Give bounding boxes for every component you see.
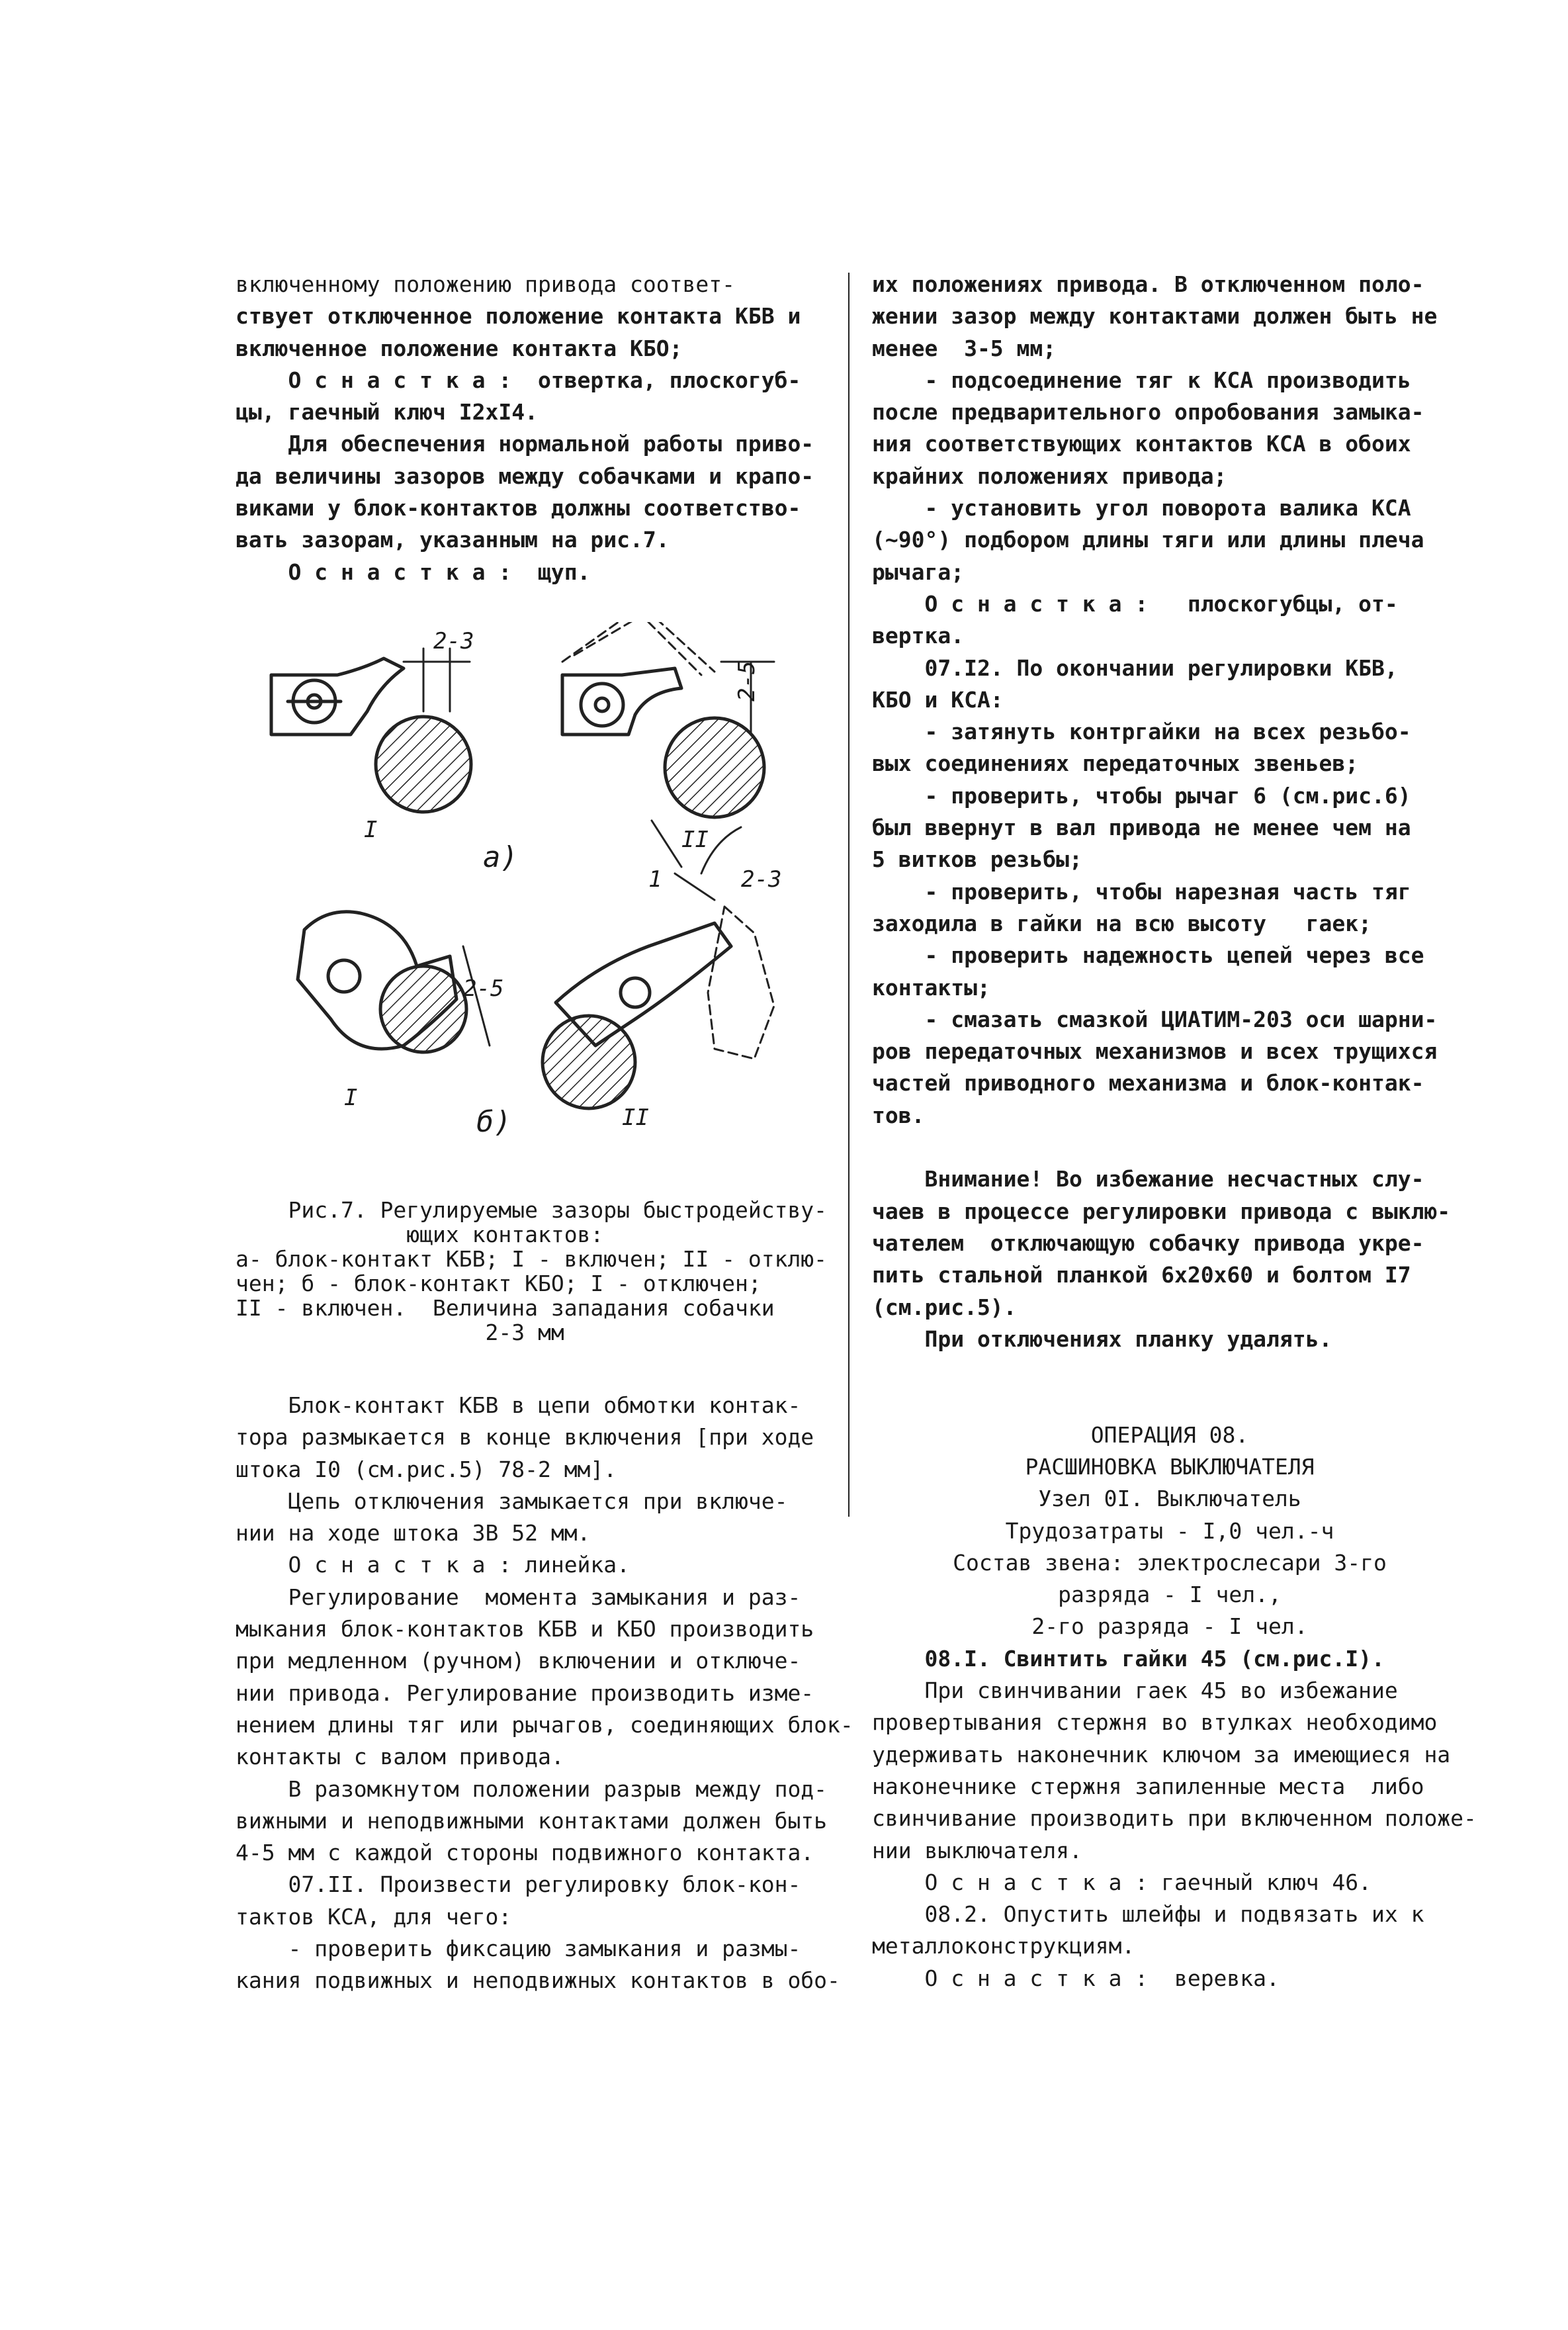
- text-line: О с н а с т к а : веревка.: [872, 1965, 1280, 1991]
- dimension-label: 2-3: [741, 866, 782, 893]
- text-line: При свинчивании гаек 45 во избежание: [872, 1678, 1398, 1704]
- text-line: вижными и неподвижными контактами должен быть: [236, 1807, 828, 1834]
- diagram-label: I: [344, 1085, 358, 1111]
- text-line: рычага;: [872, 559, 965, 585]
- text-line: удерживать наконечник ключом за имеющиеся на: [872, 1741, 1451, 1768]
- caption-line: а- блок-контакт КБВ; I - включен; II - отклю-: [236, 1246, 828, 1272]
- text-line: цы, гаечный ключ I2xI4.: [236, 399, 538, 426]
- diagram-a-I: [271, 649, 471, 812]
- text-line: 08.I. Свинтить гайки 45 (см.рис.I).: [872, 1645, 1385, 1672]
- text-line: контакты;: [872, 974, 990, 1001]
- column-divider: [848, 273, 849, 1517]
- diagram-label: a): [483, 840, 518, 874]
- text-line: контакты с валом привода.: [236, 1744, 564, 1770]
- text-line: свинчивание производить при включенном положе-: [872, 1805, 1477, 1832]
- text-line: При отключениях планку удалять.: [872, 1325, 1332, 1352]
- text-line: В разомкнутом положении разрыв между под-: [236, 1775, 828, 1802]
- text-line: после предварительного опробования замыка-: [872, 399, 1424, 426]
- text-line: (~90°) подбором длины тяги или длины плеча: [872, 527, 1424, 553]
- operation-crew: Состав звена: электрослесари 3-го: [953, 1549, 1387, 1576]
- diagram-b-II: [543, 821, 774, 1108]
- dimension-label: 1: [648, 866, 662, 893]
- text-line: частей приводного механизма и блок-контак-: [872, 1070, 1424, 1097]
- text-line: нением длины тяг или рычагов, соединяющих блок-: [236, 1711, 853, 1738]
- text-line: их положениях привода. В отключенном поло-: [872, 271, 1424, 297]
- text-line: был ввернут в вал привода не менее чем на: [872, 815, 1411, 841]
- figure-7-drawing: [251, 622, 827, 1171]
- diagram-label: II: [622, 1104, 649, 1131]
- text-line: включенному положению привода соответ-: [236, 271, 735, 297]
- text-line: крайних положениях привода;: [872, 463, 1227, 489]
- text-line: О с н а с т к а : щуп.: [236, 559, 591, 585]
- left-column-top: [236, 269, 814, 588]
- text-line: - смазать смазкой ЦИАТИМ-203 оси шарни-: [872, 1006, 1438, 1032]
- right-column: [872, 269, 1477, 1994]
- dimension-label: 2-5: [463, 975, 504, 1002]
- left-column-bottom: [236, 1390, 853, 1997]
- operation-crew: 2-го разряда - I чел.: [1031, 1613, 1308, 1640]
- text-line: ствует отключенное положение контакта КБВ и: [236, 303, 801, 330]
- text-line: - проверить, чтобы нарезная часть тяг: [872, 878, 1411, 905]
- text-line: Регулирование момента замыкания и раз-: [236, 1584, 801, 1610]
- dimension-label: 2-3: [433, 628, 474, 654]
- blank-line: [872, 1355, 1467, 1387]
- text-line: вых соединениях передаточных звеньев;: [872, 750, 1359, 777]
- text-line: 07.II. Произвести регулировку блок-кон-: [236, 1871, 801, 1898]
- dimension-label: 2-5: [734, 660, 760, 701]
- text-line: - проверить надежность цепей через все: [872, 942, 1424, 969]
- text-line: нии привода. Регулирование производить изме-: [236, 1680, 814, 1706]
- text-line: - затянуть контргайки на всех резьбо-: [872, 719, 1411, 745]
- text-line: Внимание! Во избежание несчастных слу-: [872, 1166, 1424, 1192]
- text-line: штока I0 (см.рис.5) 78-2 мм].: [236, 1456, 617, 1482]
- text-line: - проверить, чтобы рычаг 6 (см.рис.6): [872, 782, 1411, 809]
- figure-caption: [236, 1197, 828, 1345]
- text-line: включенное положение контакта КБО;: [236, 335, 683, 361]
- text-line: О с н а с т к а : плоскогубцы, от-: [872, 590, 1398, 617]
- text-line: тов.: [872, 1102, 925, 1128]
- caption-line: чен; б - блок-контакт КБО; I - отключен;: [236, 1271, 762, 1296]
- caption-line: Рис.7. Регулируемые зазоры быстродейству-: [236, 1197, 828, 1223]
- diagram-label: б): [476, 1105, 511, 1139]
- text-line: чателем отключающую собачку привода укре-: [872, 1230, 1424, 1256]
- text-line: жении зазор между контактами должен быть не: [872, 303, 1438, 330]
- text-line: менее 3-5 мм;: [872, 335, 1057, 361]
- text-line: ров передаточных механизмов и всех трущихся: [872, 1038, 1438, 1065]
- text-line: О с н а с т к а : линейка.: [236, 1552, 631, 1578]
- text-line: чаев в процессе регулировки привода с выклю-: [872, 1198, 1451, 1224]
- text-line: Блок-контакт КБВ в цепи обмотки контак-: [236, 1392, 801, 1418]
- text-line: - подсоединение тяг к КСА производить: [872, 367, 1411, 393]
- figure-7: [251, 622, 827, 1171]
- text-line: вертка.: [872, 623, 965, 649]
- text-line: вать зазорам, указанным на рис.7.: [236, 527, 670, 553]
- text-line: нии выключателя.: [872, 1837, 1082, 1863]
- operation-title: РАСШИНОВКА ВЫКЛЮЧАТЕЛЯ: [1025, 1453, 1315, 1480]
- text-line: при медленном (ручном) включении и отключе-: [236, 1648, 801, 1674]
- operation-crew: разряда - I чел.,: [1058, 1582, 1282, 1608]
- text-line: - установить угол поворота валика КСА: [872, 495, 1411, 521]
- text-line: - проверить фиксацию замыкания и размы-: [236, 1936, 801, 1962]
- blank-line: [872, 1387, 1467, 1419]
- text-line: тактов КСА, для чего:: [236, 1903, 512, 1930]
- text-line: Цепь отключения замыкается при включе-: [236, 1488, 788, 1514]
- blank-line: [872, 1132, 1467, 1163]
- text-line: 07.I2. По окончании регулировки КБВ,: [872, 654, 1398, 681]
- caption-line: II - включен. Величина западания собачки: [236, 1295, 775, 1321]
- diagram-b-I: [298, 912, 490, 1052]
- operation-labor: Трудозатраты - I,0 чел.-ч: [1005, 1517, 1334, 1544]
- text-line: наконечнике стержня запиленные места либо: [872, 1773, 1424, 1799]
- text-line: виками у блок-контактов должны соответство-: [236, 495, 801, 521]
- operation-heading: ОПЕРАЦИЯ 08.: [1090, 1421, 1249, 1448]
- text-line: О с н а с т к а : гаечный ключ 46.: [872, 1869, 1372, 1895]
- text-line: пить стальной планкой 6x20x60 и болтом I7: [872, 1262, 1411, 1288]
- text-line: 08.2. Опустить шлейфы и подвязать их к: [872, 1901, 1424, 1928]
- text-line: да величины зазоров между собачками и крапо-: [236, 463, 814, 489]
- text-line: О с н а с т к а : отвертка, плоскогуб-: [236, 367, 801, 393]
- diagram-label: I: [364, 817, 378, 843]
- text-line: 4-5 мм с каждой стороны подвижного контакта.: [236, 1840, 814, 1866]
- text-line: ния соответствующих контактов КСА в обоих: [872, 431, 1411, 457]
- text-line: 5 витков резьбы;: [872, 846, 1082, 873]
- text-line: тора размыкается в конце включения [при ходе: [236, 1424, 814, 1451]
- text-line: Для обеспечения нормальной работы приво-: [236, 431, 814, 457]
- caption-line: ющих контактов:: [236, 1222, 604, 1247]
- text-line: мыкания блок-контактов КБВ и КБО производить: [236, 1616, 814, 1642]
- text-line: заходила в гайки на всю высоту гаек;: [872, 910, 1372, 936]
- text-line: кания подвижных и неподвижных контактов в обо-: [236, 1967, 840, 1994]
- diagram-label: II: [681, 827, 709, 853]
- text-line: (см.рис.5).: [872, 1294, 1017, 1320]
- diagram-a-II: [562, 622, 774, 817]
- text-line: КБО и КСА:: [872, 686, 1004, 713]
- text-line: металлоконструкциям.: [872, 1933, 1135, 1959]
- operation-unit: Узел 0I. Выключатель: [1038, 1486, 1301, 1512]
- caption-line: 2-3 мм: [236, 1320, 564, 1345]
- text-line: провертывания стержня во втулках необходимо: [872, 1709, 1438, 1736]
- text-line: нии на ходе штока ЗВ 52 мм.: [236, 1520, 591, 1546]
